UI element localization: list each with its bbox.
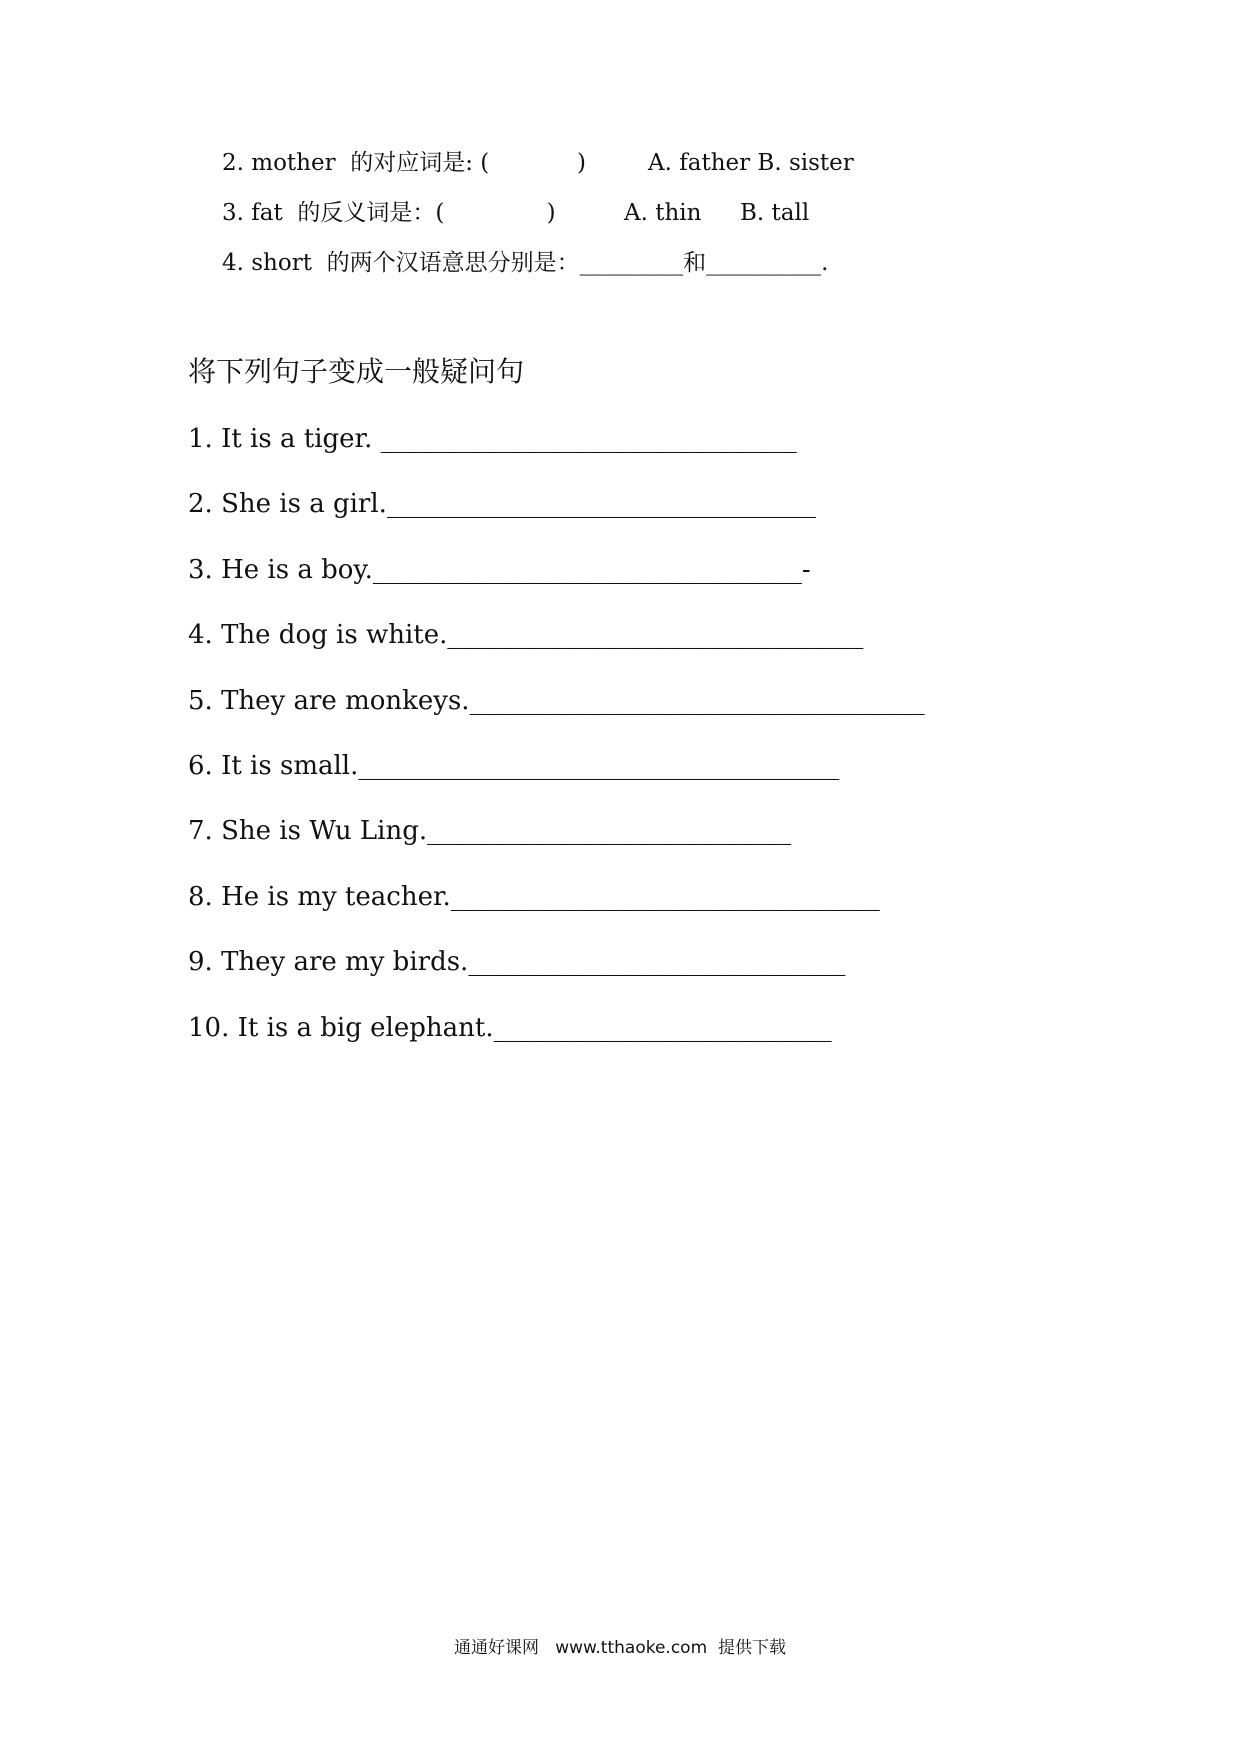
answer-blank[interactable]: __________________________ (493, 1012, 832, 1043)
exercise-sentence: 6. It is small. (188, 750, 359, 781)
exercise-sentence: 2. She is a girl. (188, 489, 387, 520)
question-prompt: 2. mother 的对应词是: ( ) (222, 150, 586, 176)
exercise-item-5 (188, 684, 1088, 749)
exercise-item-2 (188, 487, 1088, 552)
vocab-question-4 (222, 248, 1022, 298)
exercise-sentence: 10. It is a big elephant. (188, 1012, 494, 1043)
exercise-sentence: 4. The dog is white. (188, 620, 448, 651)
answer-blank[interactable]: ___________________________________ (469, 685, 925, 716)
exercise-item-6 (188, 749, 1088, 814)
exercise-sentence: 1. It is a tiger. (188, 424, 381, 454)
exercise-item-8 (188, 880, 1088, 945)
answer-blank[interactable]: _________________________________ (386, 489, 816, 520)
answer-blank[interactable]: ________________________________ (380, 424, 797, 454)
answer-blank[interactable]: ____________________________ (427, 816, 792, 847)
vocab-question-3 (222, 198, 1022, 248)
section-title: 将下列句子变成一般疑问句 (188, 355, 525, 388)
vocab-question-2 (222, 148, 1022, 198)
exercise-list (188, 422, 1088, 1076)
question-prompt: 4. short 的两个汉语意思分别是：_________和__________. (222, 250, 829, 276)
exercise-sentence: 5. They are monkeys. (188, 685, 470, 716)
answer-blank[interactable]: _____________________________ (468, 947, 846, 978)
option-a: A. thin (624, 200, 702, 226)
option-b: B. tall (740, 200, 810, 226)
exercise-item-7 (188, 814, 1088, 879)
exercise-item-1 (188, 422, 1088, 487)
answer-blank[interactable]: _____________________________________ (358, 750, 840, 781)
question-prompt: 3. fat 的反义词是：( ) (222, 200, 556, 226)
exercise-sentence: 3. He is a boy. (188, 554, 373, 585)
exercise-sentence: 9. They are my birds. (188, 947, 469, 978)
answer-blank[interactable]: _________________________________ (450, 881, 880, 912)
page-footer: 通通好课网 www.tthaoke.com 提供下载 (454, 1638, 786, 1658)
exercise-item-9 (188, 945, 1088, 1010)
exercise-item-10 (188, 1011, 1088, 1076)
exercise-sentence: 8. He is my teacher. (188, 881, 451, 912)
answer-options: A. father B. sister (648, 150, 854, 176)
vocab-questions (222, 148, 1022, 298)
answer-blank[interactable]: ________________________________ (447, 620, 864, 651)
answer-blank[interactable]: _________________________________- (372, 554, 811, 585)
exercise-item-4 (188, 618, 1088, 683)
exercise-sentence: 7. She is Wu Ling. (188, 816, 428, 847)
exercise-item-3 (188, 553, 1088, 618)
